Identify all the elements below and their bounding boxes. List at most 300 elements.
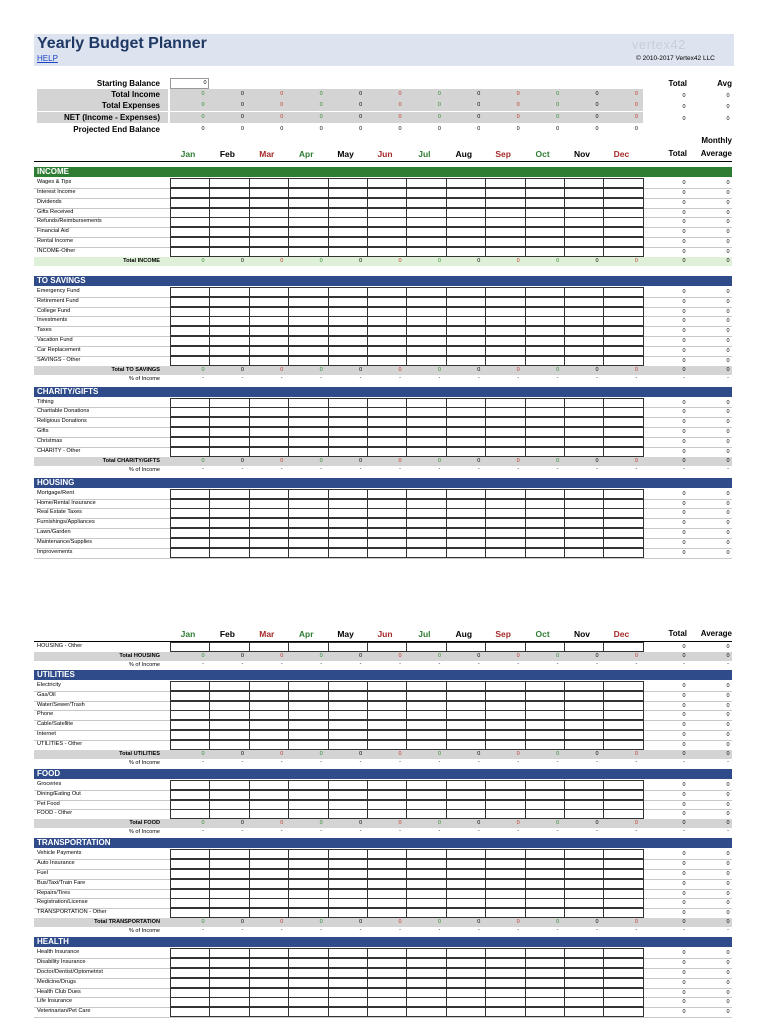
month-input-cell[interactable]: [406, 869, 446, 879]
month-input-cell[interactable]: [367, 326, 407, 336]
month-input-cell[interactable]: [367, 968, 407, 978]
month-input-cell[interactable]: [249, 908, 289, 918]
month-input-cell[interactable]: [485, 879, 525, 889]
month-input-cell[interactable]: [525, 237, 565, 247]
month-input-cell[interactable]: [446, 859, 486, 869]
month-input-cell[interactable]: [406, 1007, 446, 1017]
month-input-cell[interactable]: [485, 188, 525, 198]
month-input-cell[interactable]: [485, 447, 525, 457]
month-input-cell[interactable]: [485, 958, 525, 968]
month-input-cell[interactable]: [367, 208, 407, 218]
month-input-cell[interactable]: [564, 336, 604, 346]
month-input-cell[interactable]: [406, 538, 446, 548]
month-input-cell[interactable]: [603, 326, 643, 336]
month-input-cell[interactable]: [328, 316, 368, 326]
month-input-cell[interactable]: [603, 356, 643, 366]
month-input-cell[interactable]: [446, 849, 486, 859]
month-input-cell[interactable]: [603, 1007, 643, 1017]
month-input-cell[interactable]: [249, 237, 289, 247]
month-input-cell[interactable]: [328, 346, 368, 356]
month-input-cell[interactable]: [367, 307, 407, 317]
month-input-cell[interactable]: [249, 740, 289, 750]
month-input-cell[interactable]: [288, 178, 328, 188]
month-input-cell[interactable]: [209, 879, 249, 889]
month-input-cell[interactable]: [170, 407, 210, 417]
month-input-cell[interactable]: [367, 691, 407, 701]
month-input-cell[interactable]: [525, 346, 565, 356]
month-input-cell[interactable]: [249, 427, 289, 437]
month-input-cell[interactable]: [170, 859, 210, 869]
month-input-cell[interactable]: [446, 356, 486, 366]
month-input-cell[interactable]: [170, 538, 210, 548]
month-input-cell[interactable]: [367, 800, 407, 810]
month-input-cell[interactable]: [328, 780, 368, 790]
month-input-cell[interactable]: [209, 227, 249, 237]
month-input-cell[interactable]: [209, 869, 249, 879]
month-input-cell[interactable]: [209, 790, 249, 800]
month-input-cell[interactable]: [564, 247, 604, 257]
month-input-cell[interactable]: [446, 730, 486, 740]
month-input-cell[interactable]: [564, 978, 604, 988]
month-input-cell[interactable]: [603, 178, 643, 188]
month-input-cell[interactable]: [564, 879, 604, 889]
month-input-cell[interactable]: [485, 978, 525, 988]
month-input-cell[interactable]: [485, 809, 525, 819]
month-input-cell[interactable]: [603, 208, 643, 218]
month-input-cell[interactable]: [328, 356, 368, 366]
month-input-cell[interactable]: [288, 518, 328, 528]
month-input-cell[interactable]: [170, 237, 210, 247]
month-input-cell[interactable]: [446, 809, 486, 819]
month-input-cell[interactable]: [446, 437, 486, 447]
month-input-cell[interactable]: [170, 968, 210, 978]
month-input-cell[interactable]: [328, 548, 368, 558]
month-input-cell[interactable]: [170, 447, 210, 457]
month-input-cell[interactable]: [525, 217, 565, 227]
month-input-cell[interactable]: [603, 447, 643, 457]
month-input-cell[interactable]: [406, 447, 446, 457]
month-input-cell[interactable]: [485, 407, 525, 417]
month-input-cell[interactable]: [170, 710, 210, 720]
month-input-cell[interactable]: [170, 869, 210, 879]
month-input-cell[interactable]: [288, 790, 328, 800]
month-input-cell[interactable]: [485, 417, 525, 427]
month-input-cell[interactable]: [525, 287, 565, 297]
month-input-cell[interactable]: [367, 489, 407, 499]
month-input-cell[interactable]: [564, 1007, 604, 1017]
month-input-cell[interactable]: [485, 800, 525, 810]
month-input-cell[interactable]: [209, 178, 249, 188]
month-input-cell[interactable]: [170, 326, 210, 336]
month-input-cell[interactable]: [406, 898, 446, 908]
month-input-cell[interactable]: [446, 489, 486, 499]
month-input-cell[interactable]: [170, 889, 210, 899]
month-input-cell[interactable]: [525, 978, 565, 988]
month-input-cell[interactable]: [328, 307, 368, 317]
month-input-cell[interactable]: [406, 879, 446, 889]
month-input-cell[interactable]: [209, 1007, 249, 1017]
month-input-cell[interactable]: [406, 730, 446, 740]
month-input-cell[interactable]: [525, 790, 565, 800]
month-input-cell[interactable]: [367, 988, 407, 998]
month-input-cell[interactable]: [209, 908, 249, 918]
month-input-cell[interactable]: [446, 307, 486, 317]
month-input-cell[interactable]: [170, 879, 210, 889]
month-input-cell[interactable]: [209, 968, 249, 978]
month-input-cell[interactable]: [446, 889, 486, 899]
month-input-cell[interactable]: [525, 447, 565, 457]
month-input-cell[interactable]: [209, 948, 249, 958]
month-input-cell[interactable]: [328, 968, 368, 978]
month-input-cell[interactable]: [525, 407, 565, 417]
month-input-cell[interactable]: [328, 997, 368, 1007]
month-input-cell[interactable]: [288, 548, 328, 558]
month-input-cell[interactable]: [249, 508, 289, 518]
month-input-cell[interactable]: [564, 407, 604, 417]
month-input-cell[interactable]: [288, 247, 328, 257]
month-input-cell[interactable]: [406, 326, 446, 336]
month-input-cell[interactable]: [564, 427, 604, 437]
month-input-cell[interactable]: [367, 908, 407, 918]
month-input-cell[interactable]: [446, 287, 486, 297]
month-input-cell[interactable]: [525, 247, 565, 257]
month-input-cell[interactable]: [367, 336, 407, 346]
month-input-cell[interactable]: [485, 859, 525, 869]
month-input-cell[interactable]: [209, 346, 249, 356]
month-input-cell[interactable]: [564, 346, 604, 356]
month-input-cell[interactable]: [209, 237, 249, 247]
month-input-cell[interactable]: [288, 287, 328, 297]
month-input-cell[interactable]: [603, 489, 643, 499]
month-input-cell[interactable]: [485, 528, 525, 538]
month-input-cell[interactable]: [406, 948, 446, 958]
month-input-cell[interactable]: [525, 528, 565, 538]
month-input-cell[interactable]: [328, 217, 368, 227]
month-input-cell[interactable]: [446, 800, 486, 810]
month-input-cell[interactable]: [525, 178, 565, 188]
month-input-cell[interactable]: [603, 287, 643, 297]
month-input-cell[interactable]: [406, 997, 446, 1007]
month-input-cell[interactable]: [603, 398, 643, 408]
month-input-cell[interactable]: [446, 188, 486, 198]
month-input-cell[interactable]: [603, 642, 643, 652]
month-input-cell[interactable]: [485, 849, 525, 859]
month-input-cell[interactable]: [446, 710, 486, 720]
month-input-cell[interactable]: [603, 307, 643, 317]
month-input-cell[interactable]: [170, 958, 210, 968]
month-input-cell[interactable]: [525, 398, 565, 408]
month-input-cell[interactable]: [288, 1007, 328, 1017]
month-input-cell[interactable]: [406, 681, 446, 691]
month-input-cell[interactable]: [406, 336, 446, 346]
month-input-cell[interactable]: [525, 701, 565, 711]
month-input-cell[interactable]: [603, 198, 643, 208]
month-input-cell[interactable]: [170, 528, 210, 538]
month-input-cell[interactable]: [406, 316, 446, 326]
month-input-cell[interactable]: [249, 208, 289, 218]
month-input-cell[interactable]: [564, 958, 604, 968]
month-input-cell[interactable]: [249, 730, 289, 740]
month-input-cell[interactable]: [288, 978, 328, 988]
month-input-cell[interactable]: [406, 217, 446, 227]
month-input-cell[interactable]: [564, 178, 604, 188]
month-input-cell[interactable]: [603, 417, 643, 427]
month-input-cell[interactable]: [249, 346, 289, 356]
month-input-cell[interactable]: [603, 800, 643, 810]
month-input-cell[interactable]: [485, 869, 525, 879]
month-input-cell[interactable]: [525, 548, 565, 558]
month-input-cell[interactable]: [525, 800, 565, 810]
month-input-cell[interactable]: [564, 800, 604, 810]
month-input-cell[interactable]: [288, 356, 328, 366]
month-input-cell[interactable]: [485, 1007, 525, 1017]
month-input-cell[interactable]: [525, 720, 565, 730]
month-input-cell[interactable]: [564, 691, 604, 701]
month-input-cell[interactable]: [209, 356, 249, 366]
month-input-cell[interactable]: [209, 642, 249, 652]
month-input-cell[interactable]: [446, 548, 486, 558]
month-input-cell[interactable]: [288, 528, 328, 538]
month-input-cell[interactable]: [603, 407, 643, 417]
month-input-cell[interactable]: [446, 958, 486, 968]
month-input-cell[interactable]: [603, 740, 643, 750]
month-input-cell[interactable]: [525, 642, 565, 652]
month-input-cell[interactable]: [288, 398, 328, 408]
month-input-cell[interactable]: [406, 437, 446, 447]
month-input-cell[interactable]: [446, 528, 486, 538]
month-input-cell[interactable]: [564, 730, 604, 740]
month-input-cell[interactable]: [170, 247, 210, 257]
month-input-cell[interactable]: [446, 417, 486, 427]
month-input-cell[interactable]: [170, 316, 210, 326]
month-input-cell[interactable]: [564, 508, 604, 518]
month-input-cell[interactable]: [446, 642, 486, 652]
month-input-cell[interactable]: [249, 407, 289, 417]
month-input-cell[interactable]: [525, 208, 565, 218]
month-input-cell[interactable]: [525, 499, 565, 509]
month-input-cell[interactable]: [485, 398, 525, 408]
month-input-cell[interactable]: [209, 297, 249, 307]
month-input-cell[interactable]: [288, 809, 328, 819]
month-input-cell[interactable]: [288, 968, 328, 978]
month-input-cell[interactable]: [170, 336, 210, 346]
month-input-cell[interactable]: [328, 701, 368, 711]
month-input-cell[interactable]: [367, 859, 407, 869]
month-input-cell[interactable]: [406, 356, 446, 366]
month-input-cell[interactable]: [209, 508, 249, 518]
month-input-cell[interactable]: [170, 208, 210, 218]
month-input-cell[interactable]: [328, 859, 368, 869]
month-input-cell[interactable]: [209, 898, 249, 908]
month-input-cell[interactable]: [170, 988, 210, 998]
month-input-cell[interactable]: [367, 447, 407, 457]
month-input-cell[interactable]: [525, 188, 565, 198]
month-input-cell[interactable]: [485, 217, 525, 227]
month-input-cell[interactable]: [525, 336, 565, 346]
month-input-cell[interactable]: [170, 978, 210, 988]
month-input-cell[interactable]: [249, 447, 289, 457]
month-input-cell[interactable]: [288, 958, 328, 968]
month-input-cell[interactable]: [603, 297, 643, 307]
month-input-cell[interactable]: [485, 427, 525, 437]
month-input-cell[interactable]: [209, 447, 249, 457]
month-input-cell[interactable]: [249, 869, 289, 879]
month-input-cell[interactable]: [564, 489, 604, 499]
month-input-cell[interactable]: [209, 407, 249, 417]
month-input-cell[interactable]: [328, 407, 368, 417]
month-input-cell[interactable]: [406, 978, 446, 988]
month-input-cell[interactable]: [485, 720, 525, 730]
month-input-cell[interactable]: [603, 227, 643, 237]
month-input-cell[interactable]: [328, 740, 368, 750]
month-input-cell[interactable]: [485, 307, 525, 317]
month-input-cell[interactable]: [209, 398, 249, 408]
month-input-cell[interactable]: [328, 336, 368, 346]
month-input-cell[interactable]: [367, 508, 407, 518]
month-input-cell[interactable]: [367, 356, 407, 366]
month-input-cell[interactable]: [603, 948, 643, 958]
month-input-cell[interactable]: [249, 217, 289, 227]
month-input-cell[interactable]: [249, 780, 289, 790]
month-input-cell[interactable]: [328, 730, 368, 740]
month-input-cell[interactable]: [564, 720, 604, 730]
month-input-cell[interactable]: [564, 499, 604, 509]
month-input-cell[interactable]: [525, 948, 565, 958]
month-input-cell[interactable]: [209, 489, 249, 499]
month-input-cell[interactable]: [328, 499, 368, 509]
month-input-cell[interactable]: [209, 188, 249, 198]
month-input-cell[interactable]: [564, 188, 604, 198]
month-input-cell[interactable]: [209, 538, 249, 548]
month-input-cell[interactable]: [209, 691, 249, 701]
month-input-cell[interactable]: [564, 790, 604, 800]
month-input-cell[interactable]: [367, 879, 407, 889]
month-input-cell[interactable]: [367, 287, 407, 297]
month-input-cell[interactable]: [603, 701, 643, 711]
month-input-cell[interactable]: [209, 316, 249, 326]
month-input-cell[interactable]: [249, 642, 289, 652]
month-input-cell[interactable]: [170, 198, 210, 208]
month-input-cell[interactable]: [328, 710, 368, 720]
month-input-cell[interactable]: [170, 287, 210, 297]
month-input-cell[interactable]: [328, 287, 368, 297]
month-input-cell[interactable]: [170, 427, 210, 437]
month-input-cell[interactable]: [249, 691, 289, 701]
month-input-cell[interactable]: [367, 188, 407, 198]
month-input-cell[interactable]: [564, 307, 604, 317]
month-input-cell[interactable]: [209, 528, 249, 538]
month-input-cell[interactable]: [209, 307, 249, 317]
month-input-cell[interactable]: [170, 356, 210, 366]
month-input-cell[interactable]: [249, 958, 289, 968]
month-input-cell[interactable]: [288, 879, 328, 889]
month-input-cell[interactable]: [564, 859, 604, 869]
month-input-cell[interactable]: [249, 356, 289, 366]
month-input-cell[interactable]: [446, 898, 486, 908]
month-input-cell[interactable]: [525, 681, 565, 691]
month-input-cell[interactable]: [367, 346, 407, 356]
month-input-cell[interactable]: [485, 508, 525, 518]
month-input-cell[interactable]: [485, 968, 525, 978]
month-input-cell[interactable]: [367, 681, 407, 691]
month-input-cell[interactable]: [564, 356, 604, 366]
month-input-cell[interactable]: [170, 178, 210, 188]
month-input-cell[interactable]: [564, 548, 604, 558]
month-input-cell[interactable]: [406, 417, 446, 427]
month-input-cell[interactable]: [525, 198, 565, 208]
month-input-cell[interactable]: [525, 508, 565, 518]
month-input-cell[interactable]: [485, 988, 525, 998]
month-input-cell[interactable]: [406, 198, 446, 208]
month-input-cell[interactable]: [406, 407, 446, 417]
month-input-cell[interactable]: [525, 849, 565, 859]
month-input-cell[interactable]: [328, 398, 368, 408]
month-input-cell[interactable]: [170, 681, 210, 691]
month-input-cell[interactable]: [367, 247, 407, 257]
month-input-cell[interactable]: [249, 398, 289, 408]
month-input-cell[interactable]: [288, 997, 328, 1007]
month-input-cell[interactable]: [525, 898, 565, 908]
month-input-cell[interactable]: [525, 437, 565, 447]
month-input-cell[interactable]: [288, 908, 328, 918]
month-input-cell[interactable]: [603, 681, 643, 691]
month-input-cell[interactable]: [406, 968, 446, 978]
month-input-cell[interactable]: [249, 178, 289, 188]
month-input-cell[interactable]: [209, 800, 249, 810]
month-input-cell[interactable]: [367, 297, 407, 307]
month-input-cell[interactable]: [564, 326, 604, 336]
month-input-cell[interactable]: [288, 237, 328, 247]
month-input-cell[interactable]: [564, 208, 604, 218]
month-input-cell[interactable]: [525, 780, 565, 790]
month-input-cell[interactable]: [485, 730, 525, 740]
month-input-cell[interactable]: [328, 447, 368, 457]
month-input-cell[interactable]: [367, 237, 407, 247]
month-input-cell[interactable]: [328, 297, 368, 307]
month-input-cell[interactable]: [446, 297, 486, 307]
month-input-cell[interactable]: [603, 548, 643, 558]
month-input-cell[interactable]: [288, 948, 328, 958]
month-input-cell[interactable]: [485, 548, 525, 558]
month-input-cell[interactable]: [603, 538, 643, 548]
month-input-cell[interactable]: [209, 809, 249, 819]
month-input-cell[interactable]: [564, 227, 604, 237]
month-input-cell[interactable]: [525, 1007, 565, 1017]
month-input-cell[interactable]: [406, 800, 446, 810]
month-input-cell[interactable]: [485, 437, 525, 447]
month-input-cell[interactable]: [249, 489, 289, 499]
month-input-cell[interactable]: [249, 997, 289, 1007]
month-input-cell[interactable]: [170, 701, 210, 711]
month-input-cell[interactable]: [170, 730, 210, 740]
month-input-cell[interactable]: [446, 198, 486, 208]
month-input-cell[interactable]: [328, 978, 368, 988]
month-input-cell[interactable]: [249, 247, 289, 257]
month-input-cell[interactable]: [249, 809, 289, 819]
month-input-cell[interactable]: [564, 538, 604, 548]
month-input-cell[interactable]: [328, 681, 368, 691]
month-input-cell[interactable]: [328, 642, 368, 652]
month-input-cell[interactable]: [485, 898, 525, 908]
help-link[interactable]: HELP: [37, 54, 58, 63]
month-input-cell[interactable]: [525, 489, 565, 499]
month-input-cell[interactable]: [406, 227, 446, 237]
month-input-cell[interactable]: [328, 198, 368, 208]
month-input-cell[interactable]: [603, 691, 643, 701]
month-input-cell[interactable]: [288, 297, 328, 307]
month-input-cell[interactable]: [288, 326, 328, 336]
month-input-cell[interactable]: [249, 968, 289, 978]
